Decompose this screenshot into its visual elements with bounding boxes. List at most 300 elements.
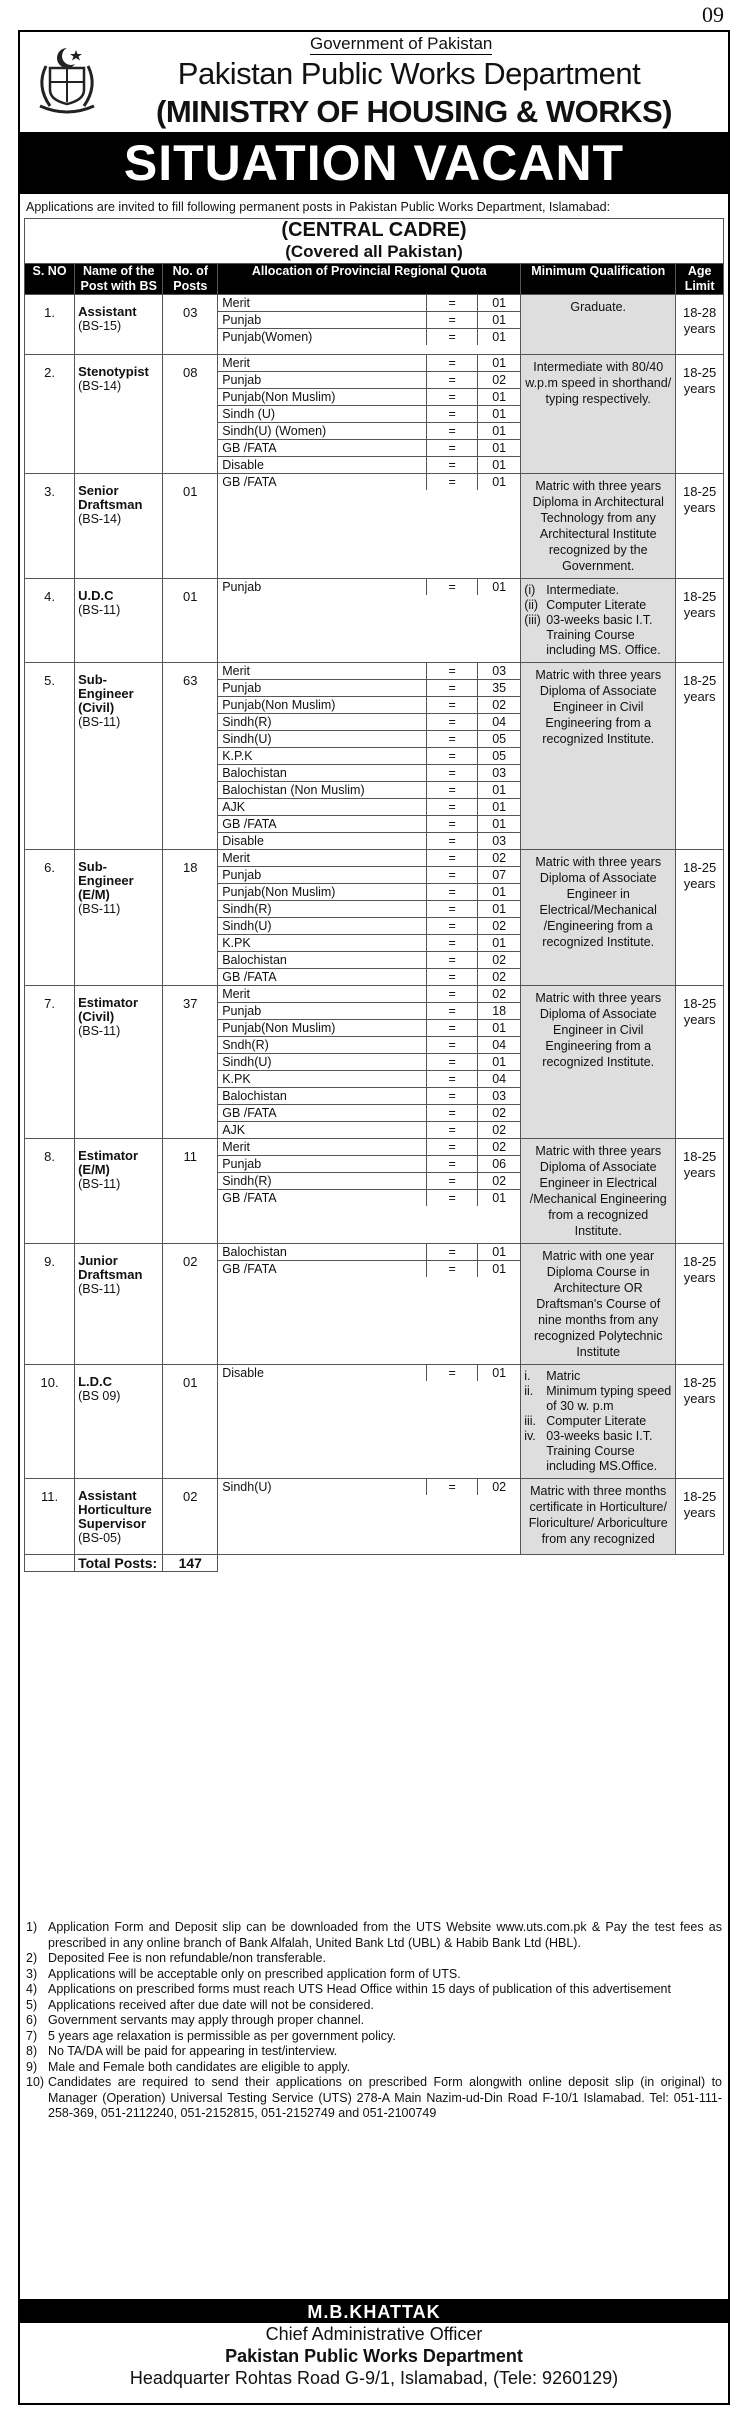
- post-title: Assistant: [78, 304, 137, 319]
- quota-value: 01: [478, 312, 521, 329]
- quota-row: [218, 1244, 520, 1261]
- quota-value: 01: [478, 406, 521, 423]
- qualification-item: Intermediate.: [546, 583, 620, 597]
- quota-equals: =: [427, 748, 478, 765]
- post-bs: (BS-11): [78, 1282, 121, 1296]
- quota-region: Balochistan (Non Muslim): [218, 782, 426, 799]
- quota-value: 01: [478, 799, 521, 816]
- quota-value: 01: [478, 423, 521, 440]
- qualification: [521, 1365, 676, 1479]
- quota-equals: =: [448, 580, 456, 594]
- quota-value: 06: [478, 1156, 521, 1173]
- advertisement: [18, 30, 730, 2405]
- qualification: Matric with three years Diploma of Associate Engineer in Civil Engineering from a recognized Institute.: [521, 663, 676, 850]
- quota-region: Punjab: [218, 1156, 426, 1173]
- quota-value: 01: [478, 355, 521, 372]
- footer: [20, 2299, 728, 2403]
- quota-equals: =: [427, 765, 478, 782]
- quota-row: [218, 474, 520, 490]
- quota-row: [218, 1156, 520, 1173]
- table-row: [25, 663, 724, 850]
- instruction-number: 2): [26, 1951, 38, 1965]
- quota-row: [218, 1190, 520, 1207]
- quota-row: [218, 850, 520, 867]
- instructions: [20, 1920, 728, 2122]
- quota-value: 01: [478, 884, 521, 901]
- post-bs: (BS-15): [78, 319, 122, 333]
- quota-row: [218, 884, 520, 901]
- instruction-item: [20, 1951, 728, 1967]
- quota-cell: [218, 1479, 521, 1555]
- instruction-number: 5): [26, 1997, 38, 2012]
- age-limit: 18-25 years: [676, 850, 724, 986]
- qualification: [521, 579, 676, 663]
- post-bs: (BS-11): [78, 902, 121, 916]
- quota-equals: =: [427, 986, 478, 1003]
- quota-equals: =: [448, 1123, 456, 1137]
- instruction-text: No TA/DA will be paid for appearing in test/interview.: [48, 2044, 338, 2058]
- quota-equals: =: [427, 1173, 478, 1190]
- quota-equals: =: [427, 680, 478, 697]
- post-title: Estimator (E/M): [78, 1148, 139, 1177]
- quota-value: 01: [478, 1261, 521, 1278]
- quota-equals: =: [448, 1480, 456, 1494]
- quota-value: 02: [478, 1173, 521, 1190]
- qualification: Intermediate with 80/40 w.p.m speed in shorthand/ typing respectively.: [521, 355, 676, 474]
- instruction-item: [20, 2013, 728, 2029]
- instruction-number: 8): [26, 2044, 38, 2058]
- quota-equals: =: [427, 884, 478, 901]
- quota-equals: =: [427, 697, 478, 714]
- quota-region: Punjab: [218, 1003, 426, 1020]
- quota-value: 01: [478, 1020, 521, 1037]
- qualification-marker: ii.: [524, 1384, 534, 1398]
- instruction-item: [20, 2060, 728, 2076]
- post-name: [75, 1365, 163, 1479]
- quota-equals: =: [427, 355, 478, 372]
- qualification: Matric with three years Diploma in Architectural Technology from any Architectural Institute recognized by the Government.: [521, 474, 676, 579]
- row-sno: 3.: [25, 474, 75, 579]
- quota-region: Sindh(R): [218, 1173, 426, 1190]
- quota-row: [218, 833, 520, 850]
- post-title: Stenotypist: [78, 364, 149, 379]
- age-limit: 18-25 years: [676, 1139, 724, 1244]
- quota-value: 03: [478, 663, 521, 680]
- quota-value: 01: [478, 1190, 521, 1207]
- row-sno: 5.: [25, 663, 75, 850]
- quota-cell: [218, 474, 521, 579]
- post-name: [75, 355, 163, 474]
- quota-equals: =: [427, 1088, 478, 1105]
- post-name: [75, 295, 163, 355]
- quota-equals: =: [427, 406, 478, 423]
- quota-row: [218, 901, 520, 918]
- quota-region: GB /FATA: [218, 969, 426, 986]
- age-limit: 18-25 years: [676, 579, 724, 663]
- quota-region: AJK: [218, 799, 426, 816]
- quota-value: 03: [478, 765, 521, 782]
- quota-value: 02: [478, 952, 521, 969]
- table-row: [25, 579, 724, 663]
- quota-row: [218, 423, 520, 440]
- qualification-marker: (iii): [524, 613, 541, 627]
- quota-region: Punjab: [218, 867, 426, 884]
- post-count: 63: [163, 663, 218, 850]
- quota-row: [218, 1139, 520, 1156]
- quota-row: [218, 1173, 520, 1190]
- quota-region: Merit: [218, 986, 426, 1003]
- quota-value: 01: [478, 816, 521, 833]
- post-title: Junior Draftsman: [78, 1253, 143, 1282]
- quota-equals: =: [448, 458, 456, 472]
- quota-equals: =: [448, 1262, 456, 1276]
- quota-row: [218, 1071, 520, 1088]
- quota-equals: =: [427, 952, 478, 969]
- quota-value: 01: [478, 457, 521, 474]
- instruction-item: [20, 2075, 728, 2122]
- instruction-text: Deposited Fee is non refundable/non transferable.: [48, 1951, 326, 1965]
- quota-row: [218, 312, 520, 329]
- qualification-item: 03-weeks basic I.T. Training Course including MS. Office.: [546, 613, 661, 657]
- qualification-marker: (i): [524, 583, 536, 597]
- post-name: [75, 850, 163, 986]
- row-sno: 6.: [25, 850, 75, 986]
- quota-value: 04: [478, 714, 521, 731]
- post-title: Assistant Horticulture Supervisor: [78, 1488, 152, 1531]
- quota-region: Sindh(R): [218, 901, 426, 918]
- quota-equals: =: [427, 1003, 478, 1020]
- quota-region: GB /FATA: [218, 816, 426, 833]
- quota-region: Punjab(Non Muslim): [218, 389, 426, 406]
- quota-region: GB /FATA: [218, 1190, 426, 1207]
- qualification-marker: iv.: [524, 1429, 536, 1443]
- post-title: Estimator (Civil): [78, 995, 139, 1024]
- quota-row: [218, 935, 520, 952]
- quota-equals: =: [427, 918, 478, 935]
- table-row: [25, 1244, 724, 1365]
- quota-equals: =: [427, 901, 478, 918]
- quota-value: 02: [478, 1139, 521, 1156]
- quota-region: Punjab: [218, 579, 426, 595]
- qualification-item: Computer Literate: [546, 598, 647, 612]
- instruction-item: [20, 2029, 728, 2045]
- quota-region: GB /FATA: [218, 1105, 426, 1122]
- quota-row: [218, 355, 520, 372]
- post-count: 01: [163, 579, 218, 663]
- quota-cell: [218, 1365, 521, 1479]
- cadre-row: [25, 219, 724, 264]
- quota-region: Sindh(U): [218, 1054, 426, 1071]
- post-title: Sub-Engineer (E/M): [78, 859, 134, 902]
- quota-equals: =: [427, 935, 478, 952]
- post-count: 02: [163, 1479, 218, 1555]
- quota-row: [218, 952, 520, 969]
- quota-region: Disable: [218, 1365, 426, 1381]
- quota-region: Sindh(U): [218, 731, 426, 748]
- quota-value: 01: [478, 1365, 521, 1381]
- row-sno: 8.: [25, 1139, 75, 1244]
- quota-value: 03: [478, 833, 521, 850]
- quota-value: 01: [478, 440, 521, 457]
- qualification-item: 03-weeks basic I.T. Training Course including MS.Office.: [546, 1429, 658, 1473]
- intro-text: Applications are invited to fill following permanent posts in Pakistan Public Works Department, Islamabad:: [26, 200, 611, 214]
- table-row: [25, 1139, 724, 1244]
- quota-equals: =: [427, 714, 478, 731]
- quota-row: [218, 680, 520, 697]
- post-name: [75, 663, 163, 850]
- instruction-item: [20, 2044, 728, 2060]
- quota-cell: [218, 850, 521, 986]
- quota-region: Merit: [218, 355, 426, 372]
- quota-row: [218, 406, 520, 423]
- quota-region: AJK: [218, 1122, 426, 1139]
- instruction-number: 10): [26, 2075, 45, 2089]
- quota-row: [218, 799, 520, 816]
- quota-row: [218, 295, 520, 312]
- quota-value: 02: [478, 1479, 521, 1495]
- quota-value: 02: [478, 1105, 521, 1122]
- qualification: Graduate.: [521, 295, 676, 355]
- quota-row: [218, 765, 520, 782]
- quota-region: Sindh(U): [218, 918, 426, 935]
- qualification: Matric with one year Diploma Course in Architecture OR Draftsman's Course of nine months from any recognized Polytechnic Institute: [521, 1244, 676, 1365]
- col-sno: S. NO: [25, 264, 75, 295]
- quota-region: Merit: [218, 663, 426, 680]
- qualification: Matric with three months certificate in Horticulture/ Floriculture/ Arboriculture from any recognized: [521, 1479, 676, 1555]
- quota-row: [218, 918, 520, 935]
- quota-row: [218, 714, 520, 731]
- quota-equals: =: [448, 1366, 456, 1380]
- total-label: Total Posts:: [75, 1555, 163, 1572]
- quota-value: 02: [478, 969, 521, 986]
- quota-equals: =: [427, 389, 478, 406]
- table-row: [25, 295, 724, 355]
- quota-value: 02: [478, 697, 521, 714]
- row-sno: 7.: [25, 986, 75, 1139]
- quota-region: Punjab: [218, 312, 426, 329]
- quota-region: Balochistan: [218, 1244, 426, 1261]
- qualification-item: Computer Literate: [546, 1414, 647, 1428]
- instruction-number: 6): [26, 2013, 38, 2027]
- quota-region: Sindh(U): [218, 1479, 426, 1495]
- situation-vacant-banner: SITUATION VACANT: [20, 132, 728, 194]
- post-count: 08: [163, 355, 218, 474]
- cadre-title: (CENTRAL CADRE): [281, 219, 467, 241]
- government-line: Government of Pakistan: [310, 34, 493, 53]
- quota-region: Balochistan: [218, 952, 426, 969]
- quota-row: [218, 1088, 520, 1105]
- quota-value: 01: [478, 1244, 521, 1261]
- quota-value: 02: [478, 986, 521, 1003]
- quota-equals: =: [448, 970, 456, 984]
- quota-cell: [218, 1139, 521, 1244]
- post-title: U.D.C: [78, 588, 114, 603]
- quota-region: Merit: [218, 295, 426, 312]
- quota-value: 05: [478, 731, 521, 748]
- signatory-name: M.B.KHATTAK: [20, 2301, 728, 2323]
- post-bs: (BS-05): [78, 1531, 122, 1545]
- quota-value: 03: [478, 1088, 521, 1105]
- quota-equals: =: [427, 816, 478, 833]
- quota-value: 04: [478, 1071, 521, 1088]
- table-row: [25, 1479, 724, 1555]
- quota-row: [218, 1479, 520, 1495]
- instruction-number: 3): [26, 1966, 38, 1981]
- instruction-text: Male and Female both candidates are eligible to apply.: [48, 2059, 351, 2074]
- quota-region: Balochistan: [218, 1088, 426, 1105]
- post-count: 02: [163, 1244, 218, 1365]
- instruction-item: [20, 1982, 728, 1998]
- quota-row: [218, 372, 520, 389]
- quota-value: 05: [478, 748, 521, 765]
- quota-row: [218, 1037, 520, 1054]
- quota-equals: =: [427, 799, 478, 816]
- post-count: 37: [163, 986, 218, 1139]
- quota-value: 01: [478, 295, 521, 312]
- quota-value: 01: [478, 935, 521, 952]
- total-value: 147: [163, 1555, 218, 1572]
- col-qualification: Minimum Qualification: [521, 264, 676, 295]
- quota-region: K.PK: [218, 935, 426, 952]
- post-count: 03: [163, 295, 218, 355]
- post-title: Senior Draftsman: [78, 483, 143, 512]
- quota-row: [218, 731, 520, 748]
- ministry-name: (MINISTRY OF HOUSING & WORKS): [156, 94, 672, 129]
- quota-row: [218, 1003, 520, 1020]
- quota-value: 01: [478, 901, 521, 918]
- post-title: L.D.C: [78, 1374, 113, 1389]
- quota-value: 01: [478, 782, 521, 799]
- col-age: Age Limit: [676, 264, 724, 295]
- quota-equals: =: [448, 834, 456, 848]
- age-limit: 18-25 years: [676, 355, 724, 474]
- instruction-number: 4): [26, 1982, 38, 1996]
- quota-region: Sindh(R): [218, 714, 426, 731]
- quota-value: 01: [478, 389, 521, 406]
- quota-row: [218, 329, 520, 346]
- page-number: 09: [702, 2, 724, 27]
- quota-row: [218, 1365, 520, 1381]
- quota-region: Sindh (U): [218, 406, 426, 423]
- quota-cell: [218, 295, 521, 355]
- post-bs: (BS-14): [78, 512, 122, 526]
- quota-value: 07: [478, 867, 521, 884]
- cadre-subtitle: (Covered all Pakistan): [285, 242, 463, 261]
- age-limit: 18-25 years: [676, 1365, 724, 1479]
- quota-cell: [218, 355, 521, 474]
- instruction-text: Candidates are required to send their applications on prescribed Form alongwith online deposit slip (in original) to Manager (Operation) Universal Testing Service (UTS) 278-A Main Nazim-ud-Din Road F-10/1 Islamabad. Tel: 051-111-258-369, 051-2112240, 051-2152815, 051-2152749 and 051-2100749: [48, 2075, 722, 2120]
- qualification-item: Minimum typing speed of 30 w. p.m: [546, 1384, 672, 1413]
- quota-row: [218, 1122, 520, 1139]
- age-limit: 18-25 years: [676, 1244, 724, 1365]
- quota-equals: =: [427, 1156, 478, 1173]
- quota-row: [218, 457, 520, 474]
- quota-equals: =: [427, 867, 478, 884]
- vacancy-table: [24, 218, 724, 1572]
- post-name: [75, 579, 163, 663]
- post-name: [75, 1244, 163, 1365]
- quota-row: [218, 1020, 520, 1037]
- quota-equals: =: [427, 1054, 478, 1071]
- quota-region: K.PK: [218, 1071, 426, 1088]
- row-sno: 2.: [25, 355, 75, 474]
- instruction-item: [20, 1967, 728, 1983]
- quota-region: Merit: [218, 1139, 426, 1156]
- instruction-text: Applications received after due date will not be considered.: [48, 1997, 374, 2012]
- quota-row: [218, 440, 520, 457]
- age-limit: 18-25 years: [676, 1479, 724, 1555]
- quota-value: 01: [478, 579, 521, 595]
- quota-equals: =: [427, 850, 478, 867]
- quota-equals: =: [427, 295, 478, 312]
- post-count: 18: [163, 850, 218, 986]
- quota-row: [218, 986, 520, 1003]
- total-row: [25, 1555, 724, 1572]
- instruction-item: [20, 1920, 728, 1951]
- quota-equals: =: [427, 440, 478, 457]
- quota-region: GB /FATA: [218, 1261, 426, 1278]
- post-title: Sub-Engineer (Civil): [78, 672, 134, 715]
- post-bs: (BS-11): [78, 1024, 121, 1038]
- instruction-number: 1): [26, 1920, 38, 1934]
- quota-equals: =: [427, 1037, 478, 1054]
- row-sno: 9.: [25, 1244, 75, 1365]
- post-count: 01: [163, 1365, 218, 1479]
- qualification: Matric with three years Diploma of Associate Engineer in Civil Engineering from a recognized Institute.: [521, 986, 676, 1139]
- col-name: Name of the Post with BS: [75, 264, 163, 295]
- qualification-marker: (ii): [524, 598, 539, 612]
- quota-cell: [218, 663, 521, 850]
- qualification-item: Matric: [546, 1369, 581, 1383]
- row-sno: 10.: [25, 1365, 75, 1479]
- qualification-marker: iii.: [524, 1414, 536, 1428]
- quota-equals: =: [427, 372, 478, 389]
- quota-row: [218, 579, 520, 595]
- quota-equals: =: [427, 423, 478, 440]
- instruction-number: 7): [26, 2028, 38, 2043]
- post-name: [75, 1479, 163, 1555]
- quota-region: Disable: [218, 457, 426, 474]
- instruction-text: Application Form and Deposit slip can be downloaded from the UTS Website www.uts.com.pk & Pay the test fees as prescribed in any online branch of Bank Alfalah, United Bank Ltd (UBL) & Habib Bank Ltd (HBL).: [48, 1920, 722, 1950]
- quota-row: [218, 697, 520, 714]
- post-bs: (BS-14): [78, 379, 122, 393]
- quota-equals: =: [448, 330, 456, 344]
- quota-equals: =: [427, 312, 478, 329]
- instruction-text: Applications will be acceptable only on prescribed application form of UTS.: [48, 1966, 461, 1981]
- instruction-text: Applications on prescribed forms must reach UTS Head Office within 15 days of publication of this advertisement: [48, 1982, 671, 1996]
- instruction-number: 9): [26, 2059, 38, 2074]
- row-sno: 1.: [25, 295, 75, 355]
- quota-row: [218, 663, 520, 680]
- quota-equals: =: [427, 1139, 478, 1156]
- quota-equals: =: [427, 1071, 478, 1088]
- quota-region: Punjab: [218, 372, 426, 389]
- quota-region: Merit: [218, 850, 426, 867]
- quota-cell: [218, 986, 521, 1139]
- age-limit: 18-28 years: [676, 295, 724, 355]
- post-bs: (BS-11): [78, 603, 121, 617]
- post-bs: (BS-11): [78, 1177, 121, 1191]
- table-row: [25, 1365, 724, 1479]
- quota-row: [218, 816, 520, 833]
- age-limit: 18-25 years: [676, 474, 724, 579]
- post-bs: (BS-11): [78, 715, 121, 729]
- quota-row: [218, 1054, 520, 1071]
- quota-row: [218, 782, 520, 799]
- quota-value: 02: [478, 850, 521, 867]
- quota-region: Punjab: [218, 680, 426, 697]
- instruction-text: Government servants may apply through proper channel.: [48, 2013, 365, 2027]
